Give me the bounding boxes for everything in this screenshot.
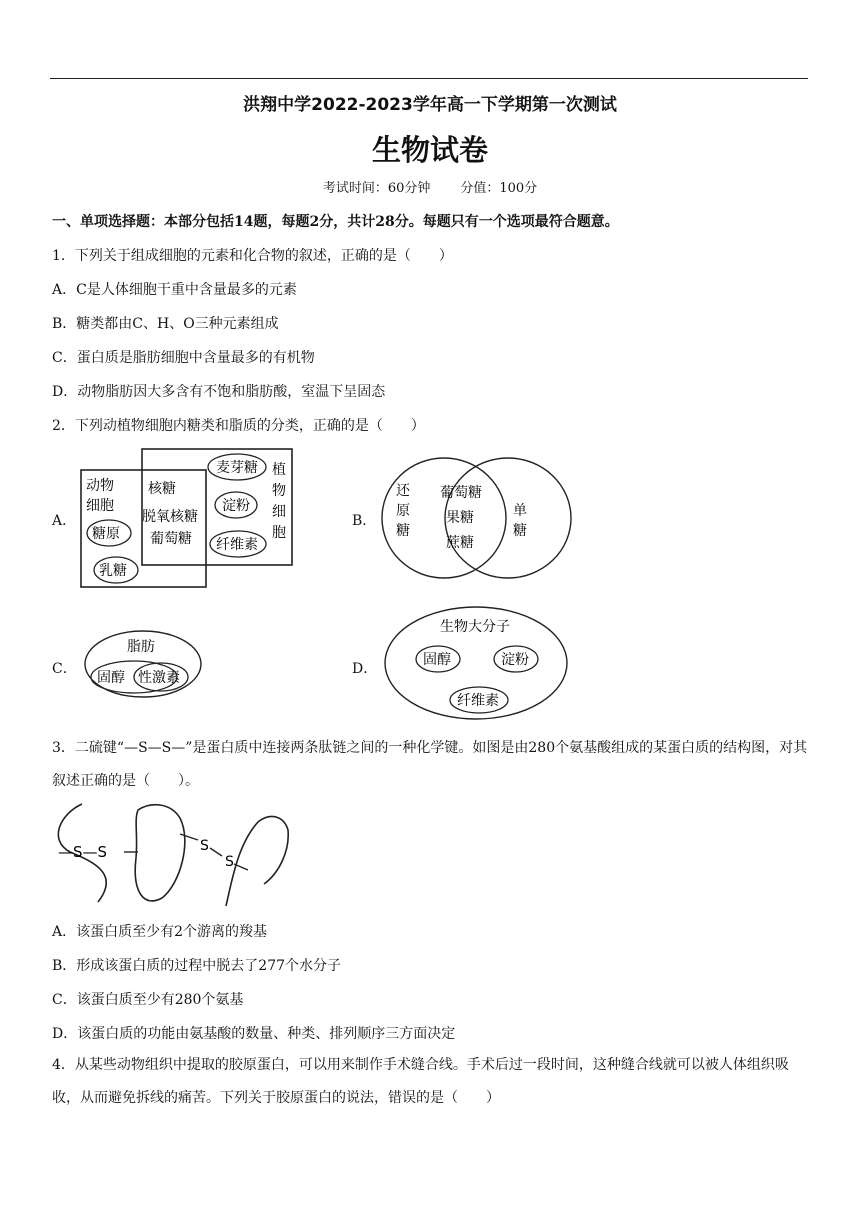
q2-diagram-a <box>76 446 298 592</box>
diagram-a-glycogen: 糖原 <box>92 526 120 542</box>
diagram-a-animal-1: 动物 <box>86 478 114 494</box>
exam-time: 考试时间：60分钟 <box>322 181 431 196</box>
section-title: 一、单项选择题：本部分包括14题，每题2分，共计28分。每题只有一个选项最符合题意。 <box>52 214 619 230</box>
diagram-a-animal-2: 细胞 <box>86 498 114 514</box>
diagram-b-middle-1: 葡萄糖 <box>440 485 482 501</box>
diagram-b-left-3: 糖 <box>396 523 410 539</box>
diagram-c-fat: 脂肪 <box>127 639 155 655</box>
diagram-a-shared-2: 脱氧核糖 <box>142 509 198 525</box>
diagram-a-plant-2: 物 <box>272 483 286 499</box>
q4-stem: 4．从某些动物组织中提取的胶原蛋白，可以用来制作手术缝合线。手术后过一段时间，这种缝合线就可以被人体组织吸收，从而避免拆线的痛苦。下列关于胶原蛋白的说法，错误的是（ ） <box>52 1057 789 1106</box>
q2-diagram-d <box>382 604 572 722</box>
q3-bond-right-s2: S <box>225 854 234 870</box>
exam-school-title: 洪翔中学2022-2023学年高一下学期第一次测试 <box>243 95 617 115</box>
diagram-b-right-2: 糖 <box>513 523 527 539</box>
diagram-b-left-1: 还 <box>396 483 410 499</box>
q1-option-d: D．动物脂肪因大多含有不饱和脂肪酸，室温下呈固态 <box>52 384 386 400</box>
diagram-a-plant-4: 胞 <box>272 525 286 541</box>
diagram-d-cellulose: 纤维素 <box>457 693 499 709</box>
q2-diagram-c <box>82 628 206 702</box>
diagram-a-plant-1: 植 <box>272 462 286 478</box>
diagram-b-middle-2: 果糖 <box>446 510 474 526</box>
diagram-a-shared-1: 核糖 <box>148 481 176 497</box>
diagram-b-left-2: 原 <box>396 503 410 519</box>
q2-diagram-b <box>378 455 578 583</box>
diagram-a-plant-3: 细 <box>272 504 286 520</box>
diagram-c-sterol: 固醇 <box>97 670 125 686</box>
q1-stem: 1．下列关于组成细胞的元素和化合物的叙述，正确的是（ ） <box>52 248 453 264</box>
q2-stem: 2．下列动植物细胞内糖类和脂质的分类，正确的是（ ） <box>52 418 425 434</box>
diagram-c-sex-hormone: 性激素 <box>138 670 180 686</box>
header-rule <box>50 78 808 79</box>
diagram-b-right-1: 单 <box>513 503 527 519</box>
q2-label-d: D． <box>352 661 378 677</box>
q2-label-b: B． <box>352 513 377 529</box>
diagram-d-starch: 淀粉 <box>501 652 529 668</box>
q1-option-a: A．C是人体细胞干重中含量最多的元素 <box>52 282 297 298</box>
diagram-d-macromolecule: 生物大分子 <box>440 619 510 635</box>
q3-option-a: A．该蛋白质至少有2个游离的羧基 <box>52 924 268 940</box>
exam-score: 分值：100分 <box>460 181 538 196</box>
q3-option-d: D．该蛋白质的功能由氨基酸的数量、种类、排列顺序三方面决定 <box>52 1026 456 1042</box>
exam-subject-title: 生物试卷 <box>371 133 488 167</box>
q1-option-c: C．蛋白质是脂肪细胞中含量最多的有机物 <box>52 350 315 366</box>
q3-option-c: C．该蛋白质至少有280个氨基 <box>52 992 244 1008</box>
q3-option-b: B．形成该蛋白质的过程中脱去了277个水分子 <box>52 958 342 974</box>
diagram-a-maltose: 麦芽糖 <box>216 460 258 476</box>
diagram-a-lactose: 乳糖 <box>99 563 127 579</box>
q2-label-a: A． <box>52 513 77 529</box>
diagram-a-shared-3: 葡萄糖 <box>150 531 192 547</box>
q2-label-c: C． <box>52 661 77 677</box>
q3-bond-left: —S—S <box>58 843 108 861</box>
exam-meta <box>0 177 860 196</box>
q3-protein-structure <box>52 800 302 908</box>
q3-stem: 3．二硫键“—S—S—”是蛋白质中连接两条肽链之间的一种化学键。如图是由280个氨基酸组成的某蛋白质的结构图，对其叙述正确的是（ ）。 <box>52 740 808 789</box>
diagram-a-starch: 淀粉 <box>222 498 250 514</box>
q3-bond-right-s1: S <box>200 838 209 854</box>
diagram-d-sterol: 固醇 <box>423 652 451 668</box>
q1-option-b: B．糖类都由C、H、O三种元素组成 <box>52 316 279 332</box>
diagram-b-middle-3: 蔗糖 <box>446 535 474 551</box>
diagram-a-cellulose: 纤维素 <box>216 537 258 553</box>
